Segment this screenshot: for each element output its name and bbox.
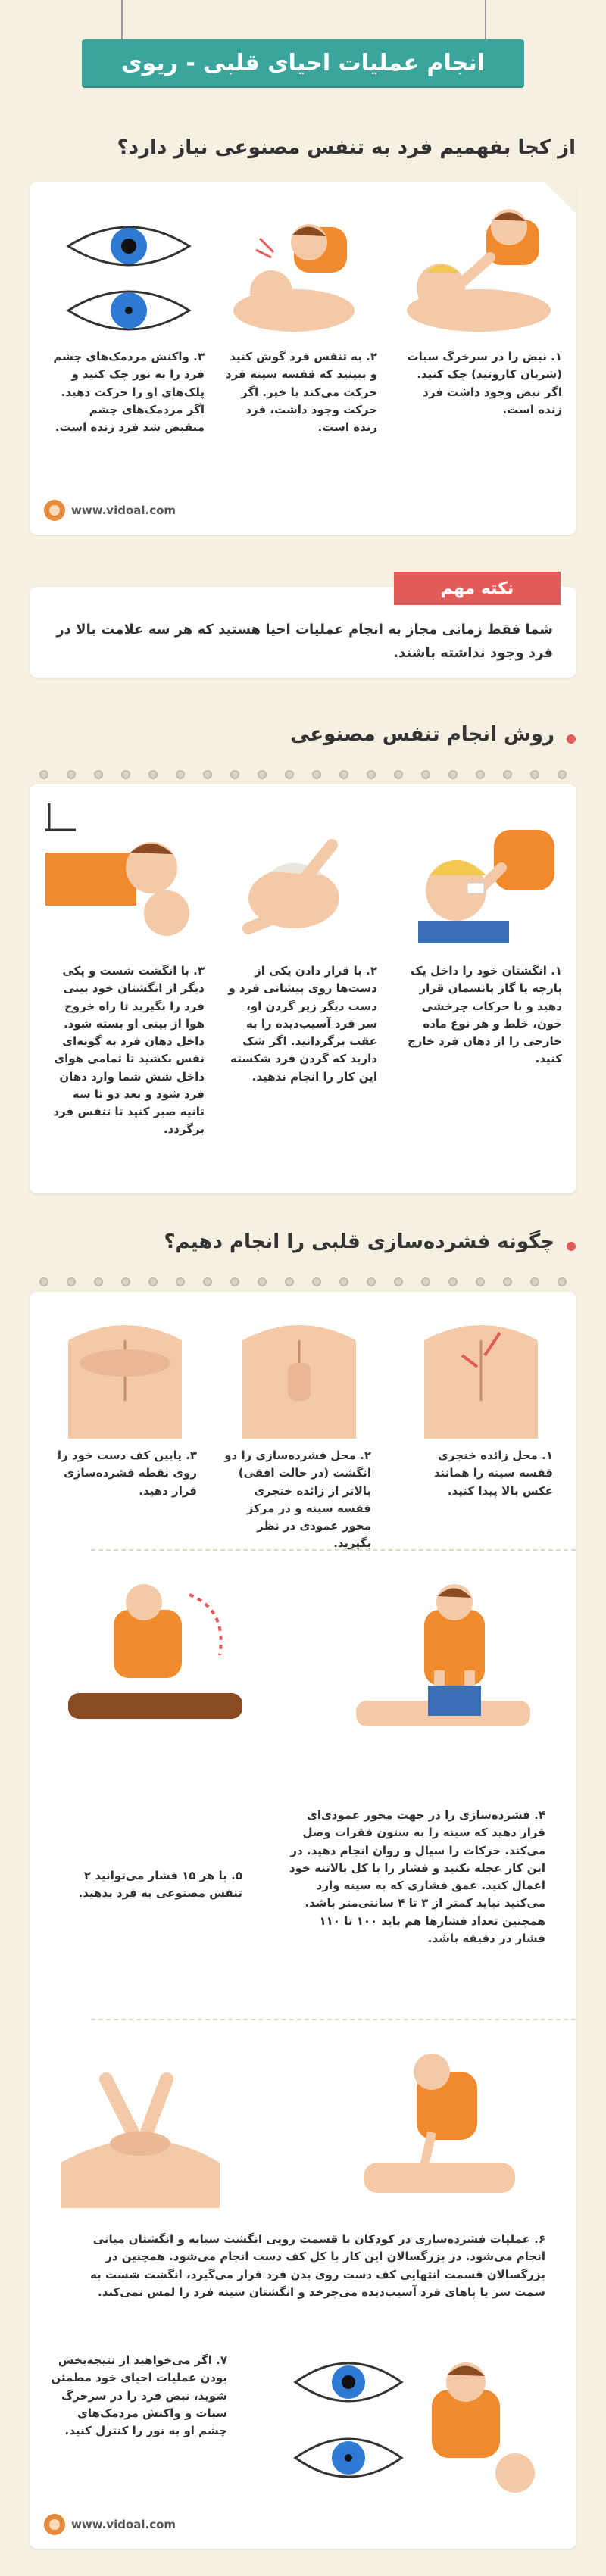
- site-logo: www.vidoal.com: [44, 500, 176, 521]
- head-tilt-illustration: [226, 800, 377, 951]
- breath-check-illustration: [226, 197, 377, 341]
- section2-title: روش انجام تنفس مصنوعی: [290, 723, 554, 746]
- section3-step-2: ۲. محل فشرده‌سازی را دو انگشت (در حالت افقی) بالاتر از زائده خنجری قفسه سینه و در مرکز محور عمودی در نظر بگیرید.: [224, 1449, 371, 1551]
- divider-2: [91, 2019, 576, 2020]
- brain-logo-icon: [44, 500, 65, 521]
- torso-xiphoid-illustration: [409, 1310, 553, 1439]
- eyes-illustration: [53, 212, 205, 348]
- section3-card: [30, 1292, 576, 2549]
- section3-step-4: ۴. فشرده‌سازی را در جهت محور عمودی‌ای قرار دهید که سینه را به ستون فقرات وصل می‌کند. حرکات را سیال و روان انجام دهید. در این کار عجله نکنید و فشار را با کل بالاتنه خود اعمال کنید. عمق فشاری که به سینه وارد می‌کنید نباید کمتر از ۳ تا ۴ سانتی‌متر باشد. همچنین تعداد فشارها هم باید ۱۰۰ تا ۱۱۰ فشار در دقیقه باشد.: [289, 1808, 545, 1945]
- torso-fingers-illustration: [227, 1310, 371, 1439]
- section3-step-5: ۵. با هر ۱۵ فشار می‌توانید ۲ تنفس مصنوعی به فرد بدهید.: [78, 1869, 242, 1901]
- final-check-illustration: [288, 2344, 545, 2496]
- clear-airway-illustration: [403, 800, 562, 951]
- pulse-check-illustration: [395, 197, 562, 341]
- ring-binding-2: [30, 1274, 576, 1290]
- section3-step-6: ۶. عملیات فشرده‌سازی در کودکان با قسمت رویی انگشت سبابه و انگشتان میانی انجام می‌شود. در بزرگسالان این کار با کل کف دست انجام می‌شود. همچنین در بزرگسالان قسمت انتهایی کف دست روی بدن فرد قرار می‌گیرد، انگشت شست به سمت سر یا پاهای فرد آسیب‌دیده می‌چرخد و انگشتان سینه فرد را لمس نمی‌کند.: [90, 2232, 545, 2299]
- section2-card: [30, 784, 576, 1193]
- banner-rope-right: [485, 0, 486, 39]
- section3-step-1: ۱. محل زائده خنجری قفسه سینه را همانند عکس بالا پیدا کنید.: [433, 1449, 553, 1498]
- section2-step-3: ۳. با انگشت شست و یکی دیگر از انگشتان خود بینی فرد را بگیرید تا راه خروج هوا از بینی او بسته شود. داخل دهان فرد به گونه‌ای نفس بکشید تا تمامی هوای داخل شش شما وارد دهان فرد شود و بعد دو تا سه ثانیه صبر کنید تا تنفس فرد برگردد.: [53, 964, 205, 1137]
- page-title: انجام عملیات احیای قلبی - ریوی: [121, 49, 485, 76]
- note-tag: نکته مهم: [394, 572, 561, 605]
- adult-hands-illustration: [53, 2049, 227, 2216]
- torso-hand-illustration: [53, 1310, 197, 1439]
- ring-binding: [30, 766, 576, 783]
- section1-step-3: ۳. واکنش مردمک‌های چشم فرد را به نور چک کنید و پلک‌های او را حرکت دهید. اگر مردمک‌های چشم منقبض شد فرد زنده است.: [53, 350, 205, 434]
- brain-logo-icon: [44, 2514, 65, 2535]
- child-compression-illustration: [348, 2049, 523, 2216]
- banner-rope-left: [121, 0, 123, 39]
- section1-step-1: ۱. نبض را در سرخرگ سبات (شریان کاروتید) چک کنید. اگر نبض وجود داشت فرد زنده است.: [407, 350, 562, 416]
- section1-title: از کجا بفهمیم فرد به تنفس مصنوعی نیاز دارد؟: [117, 136, 576, 159]
- divider: [91, 1549, 576, 1551]
- section2-step-1: ۱. انگشتان خود را داخل یک پارچه یا گاز پانسمان قرار دهید و با حرکات چرخشی خون، خلط و هر نوع ماده خارجی را از دهان فرد خارج کنید.: [407, 964, 562, 1066]
- section2-bullet-icon: [567, 734, 576, 744]
- note-text: شما فقط زمانی مجاز به انجام عملیات احیا هستید که هر سه علامت بالا در فرد وجود نداشته باشند.: [56, 622, 553, 661]
- breaths-illustration: [68, 1580, 242, 1739]
- compression-illustration: [356, 1580, 530, 1739]
- section3-step-3: ۳. پایین کف دست خود را روی نقطه فشرده‌سازی قرار دهید.: [57, 1449, 197, 1498]
- header-banner: [82, 39, 524, 86]
- section2-step-2: ۲. با قرار دادن یکی از دست‌ها روی پیشانی فرد و دست دیگر زیر گردن او، سر فرد آسیب‌دیده را به عقب برگردانید. اگر شک دارید که گردن فرد شکسته این کار را انجام ندهید.: [228, 964, 377, 1084]
- section1-card: [30, 182, 576, 535]
- site-logo-2: www.vidoal.com: [44, 2514, 176, 2535]
- folded-corner: [544, 182, 576, 214]
- section3-title: چگونه فشرده‌سازی قلبی را انجام دهیم؟: [164, 1230, 554, 1253]
- section3-bullet-icon: [567, 1242, 576, 1251]
- section1-step-2: ۲. به تنفس فرد گوش کنید و ببینید که قفسه سینه فرد حرکت می‌کند یا خیر. اگر حرکت وجود داشت، فرد زنده است.: [226, 350, 377, 434]
- section3-step-7: ۷. اگر می‌خواهید از نتیجه‌بخش بودن عملیات احیای خود مطمئن شوید، نبض فرد را در سرخرگ سبات و واکنش مردمک‌های چشم او به نور را کنترل کنید.: [51, 2353, 227, 2437]
- mouth-to-mouth-illustration: [45, 800, 205, 951]
